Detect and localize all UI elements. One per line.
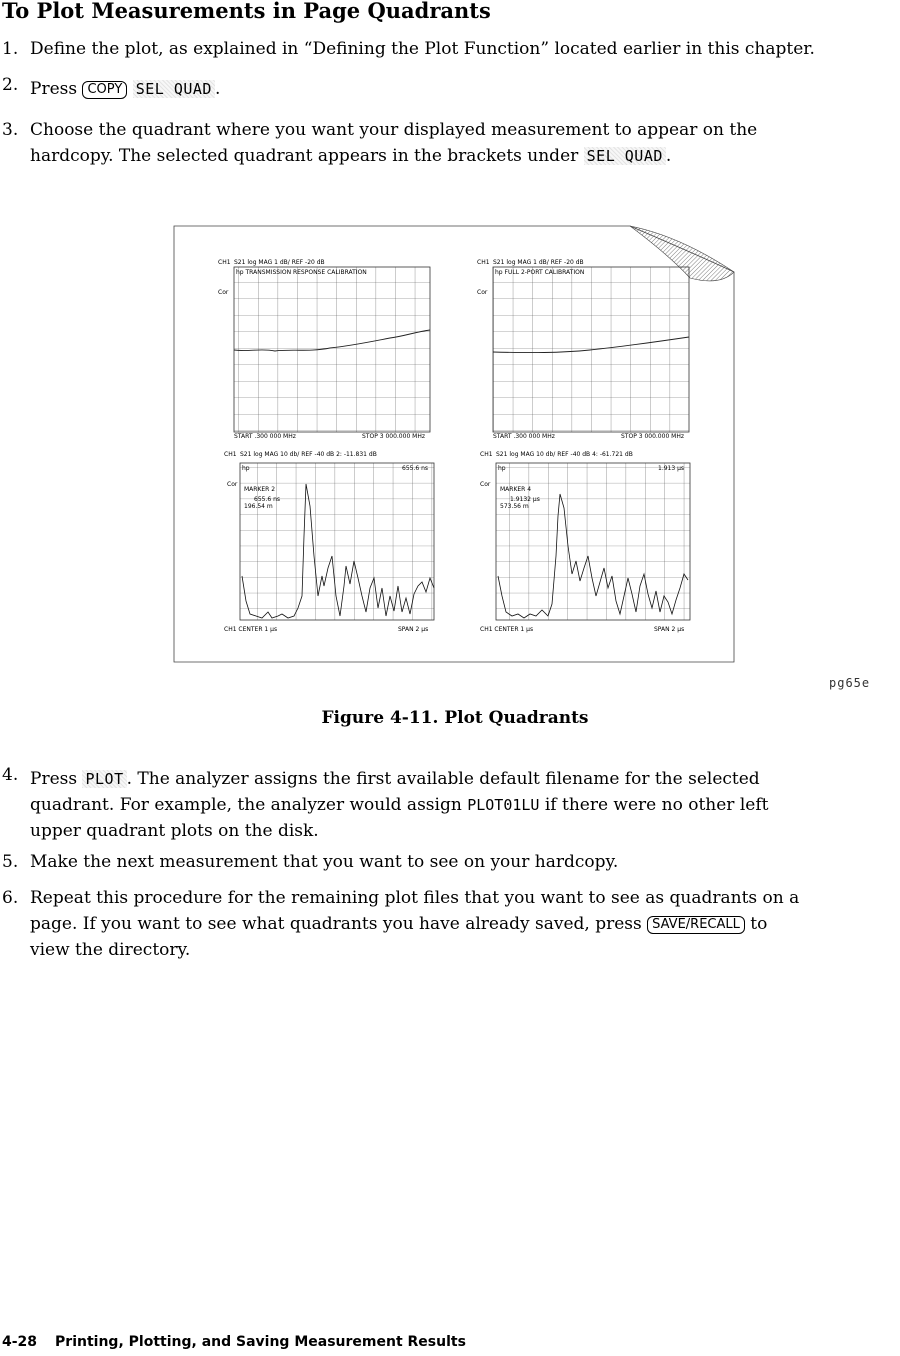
period: . [214,79,221,99]
step-text [30,766,768,844]
start-label: START .300 000 MHz [493,433,555,440]
marker-distance: 196.54 m [244,503,273,510]
sel-quad-softkey: SEL QUAD [584,147,666,165]
marker-time: 1.9132 μs [510,496,540,503]
marker-label: MARKER 4 [500,486,532,493]
step-number: 2. [2,75,19,95]
sel-quad-softkey: SEL QUAD [133,80,215,98]
calibration-label: hp FULL 2-PORT CALIBRATION [495,269,585,276]
channel-label: CH1 [477,259,490,266]
step-line: view the directory. [30,940,191,960]
hp-logo: hp [498,465,506,472]
marker-time: 655.6 ns [254,496,281,503]
step-number: 1. [2,39,19,59]
plot-quadrants-figure [160,216,750,676]
marker-readout: 655.6 ns [402,465,429,472]
step-number: 4. [2,765,19,785]
quadrant-lower-right [480,451,690,633]
step-line: Choose the quadrant where you want your displayed measurement to appear on the [30,120,758,140]
trace-header: S21 log MAG 1 dB/ REF -20 dB [493,259,584,266]
quadrant-lower-left [224,451,434,633]
trace-header: S21 log MAG 1 dB/ REF -20 dB [234,259,325,266]
channel-label: CH1 [218,259,231,266]
marker-distance: 573.56 m [500,503,529,510]
step-line: . The analyzer assigns the first available default filename for the selected [126,769,760,789]
calibration-label: hp TRANSMISSION RESPONSE CALIBRATION [236,269,367,276]
press-label: Press [30,79,78,99]
period: . [665,146,672,166]
page-footer [2,1334,466,1350]
figure-caption: Figure 4-11. Plot Quadrants [321,708,589,728]
cor-label: Cor [227,481,238,488]
stop-label: STOP 3 000.000 MHz [362,433,426,440]
start-label: START .300 000 MHz [234,433,296,440]
marker-label: MARKER 2 [244,486,276,493]
step-line: page. If you want to see what quadrants you have already saved, press [30,914,642,934]
step-line: hardcopy. The selected quadrant appears in the brackets under [30,146,579,166]
center-label: CH1 CENTER 1 μs [480,626,534,633]
copy-key: COPY [82,81,127,99]
hp-logo: hp [242,465,250,472]
cor-label: Cor [218,289,229,296]
step-text [30,117,757,169]
save-recall-key: SAVE/RECALL [647,916,745,934]
cor-label: Cor [480,481,491,488]
step-line: upper quadrant plots on the disk. [30,821,319,841]
step-line: Repeat this procedure for the remaining plot files that you want to see as quadrants on a [30,888,800,908]
quadrant-upper-left [218,259,430,440]
step-text [30,76,220,102]
quadrant-upper-right [477,259,689,440]
chapter-title: Printing, Plotting, and Saving Measurement Results [55,1334,466,1350]
span-label: SPAN 2 μs [398,626,429,633]
step-line: to [750,914,768,934]
step-number: 6. [2,888,19,908]
page-title: To Plot Measurements in Page Quadrants [2,0,491,23]
cor-label: Cor [477,289,488,296]
step-text: Make the next measurement that you want to see on your hardcopy. [30,852,619,872]
step-text: Define the plot, as explained in “Defining the Plot Function” located earlier in this chapter. [30,39,815,59]
plot-softkey: PLOT [82,770,126,788]
trace-header: S21 log MAG 10 db/ REF -40 dB 2: -11.831 dB [240,451,377,458]
step-number: 5. [2,852,19,872]
center-label: CH1 CENTER 1 μs [224,626,278,633]
press-label: Press [30,769,78,789]
trace-header: S21 log MAG 10 db/ REF -40 dB 4: -61.721 dB [496,451,633,458]
span-label: SPAN 2 μs [654,626,685,633]
stop-label: STOP 3 000.000 MHz [621,433,685,440]
step-text [30,885,799,963]
default-filename: PLOT01LU [467,796,540,814]
step-line: quadrant. For example, the analyzer would assign [30,795,462,815]
page-number: 4-28 [2,1334,38,1350]
channel-label: CH1 [224,451,237,458]
step-number: 3. [2,120,19,140]
channel-label: CH1 [480,451,493,458]
marker-readout: 1.913 μs [658,465,685,472]
figure-id: pg65e [829,676,871,690]
step-line: if there were no other left [544,795,769,815]
